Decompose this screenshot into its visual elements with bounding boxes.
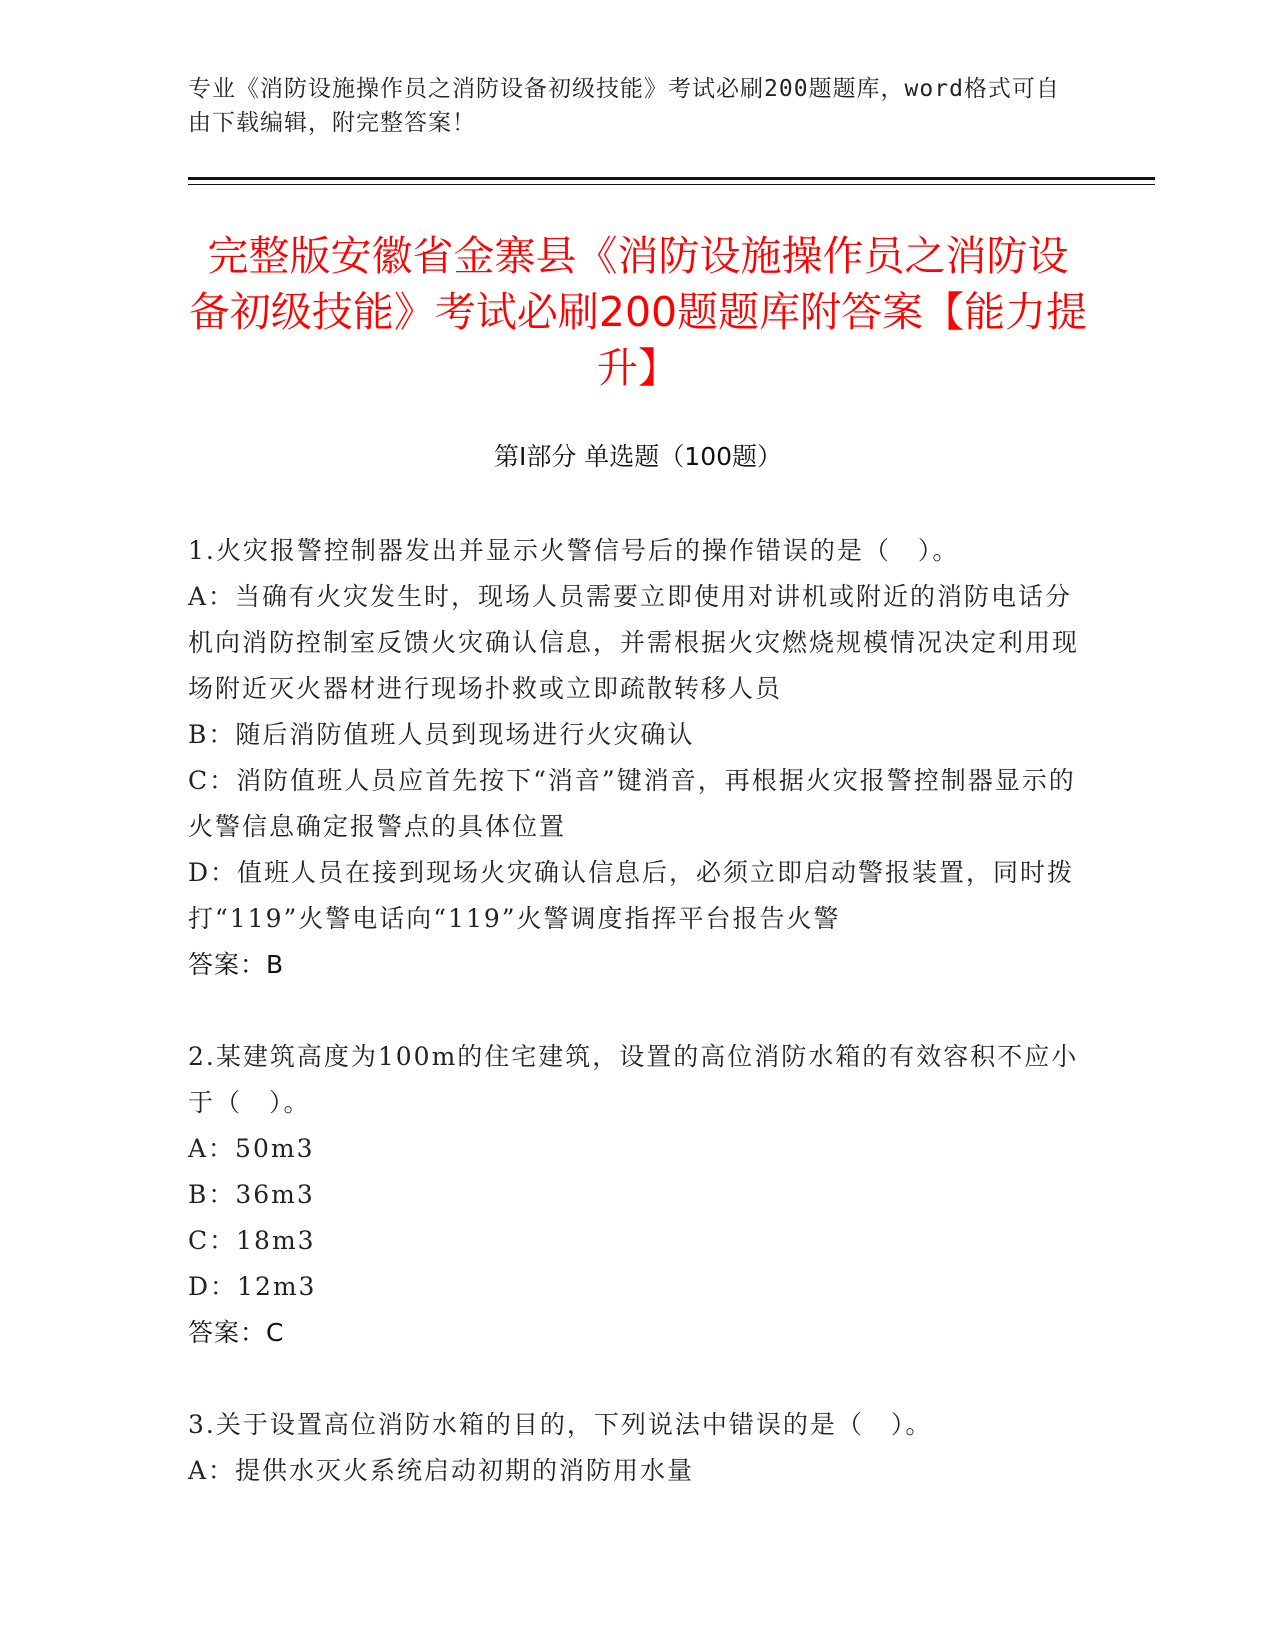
question-list [188, 528, 1088, 1540]
option-a: A：当确有火灾发生时，现场人员需要立即使用对讲机或附近的消防电话分机向消防控制室反馈火灾确认信息，并需根据火灾燃烧规模情况决定利用现场附近灭火器材进行现场扑救或立即疏散转移人员 [188, 582, 1080, 703]
question-item [188, 1034, 1088, 1356]
option-b: B：随后消防值班人员到现场进行火灾确认 [188, 720, 695, 749]
question-item [188, 1402, 1088, 1494]
header-divider-thin [188, 184, 1155, 185]
header-note: 专业《消防设施操作员之消防设备初级技能》考试必刷200题题库，word格式可自由下载编辑，附完整答案！ [188, 76, 1060, 136]
question-stem: 3.关于设置高位消防水箱的目的，下列说法中错误的是（ ）。 [188, 1410, 933, 1439]
answer-line: 答案：C [188, 1318, 285, 1347]
option-d: D：值班人员在接到现场火灾确认信息后，必须立即启动警报装置，同时拨打“119”火警电话向“119”火警调度指挥平台报告火警 [188, 858, 1075, 933]
option-b: B：36m3 [188, 1180, 315, 1209]
option-d: D：12m3 [188, 1272, 317, 1301]
option-a: A：50m3 [188, 1134, 315, 1163]
question-stem: 1.火灾报警控制器发出并显示火警信号后的操作错误的是（ ）。 [188, 536, 960, 565]
option-c: C：18m3 [188, 1226, 316, 1255]
answer-line: 答案：B [188, 950, 285, 979]
document-title: 完整版安徽省金寨县《消防设施操作员之消防设备初级技能》考试必刷200题题库附答案【能力提升】 [188, 232, 1088, 392]
section-heading: 第Ⅰ部分 单选题（100题） [493, 442, 783, 471]
option-c: C：消防值班人员应首先按下“消音”键消音，再根据火灾报警控制器显示的火警信息确定报警点的具体位置 [188, 766, 1076, 841]
question-item [188, 528, 1088, 988]
question-stem: 2.某建筑高度为100m的住宅建筑，设置的高位消防水箱的有效容积不应小于（ ）。 [188, 1042, 1079, 1117]
header-divider-thick [188, 177, 1155, 180]
option-a: A：提供水灭火系统启动初期的消防用水量 [188, 1456, 695, 1485]
